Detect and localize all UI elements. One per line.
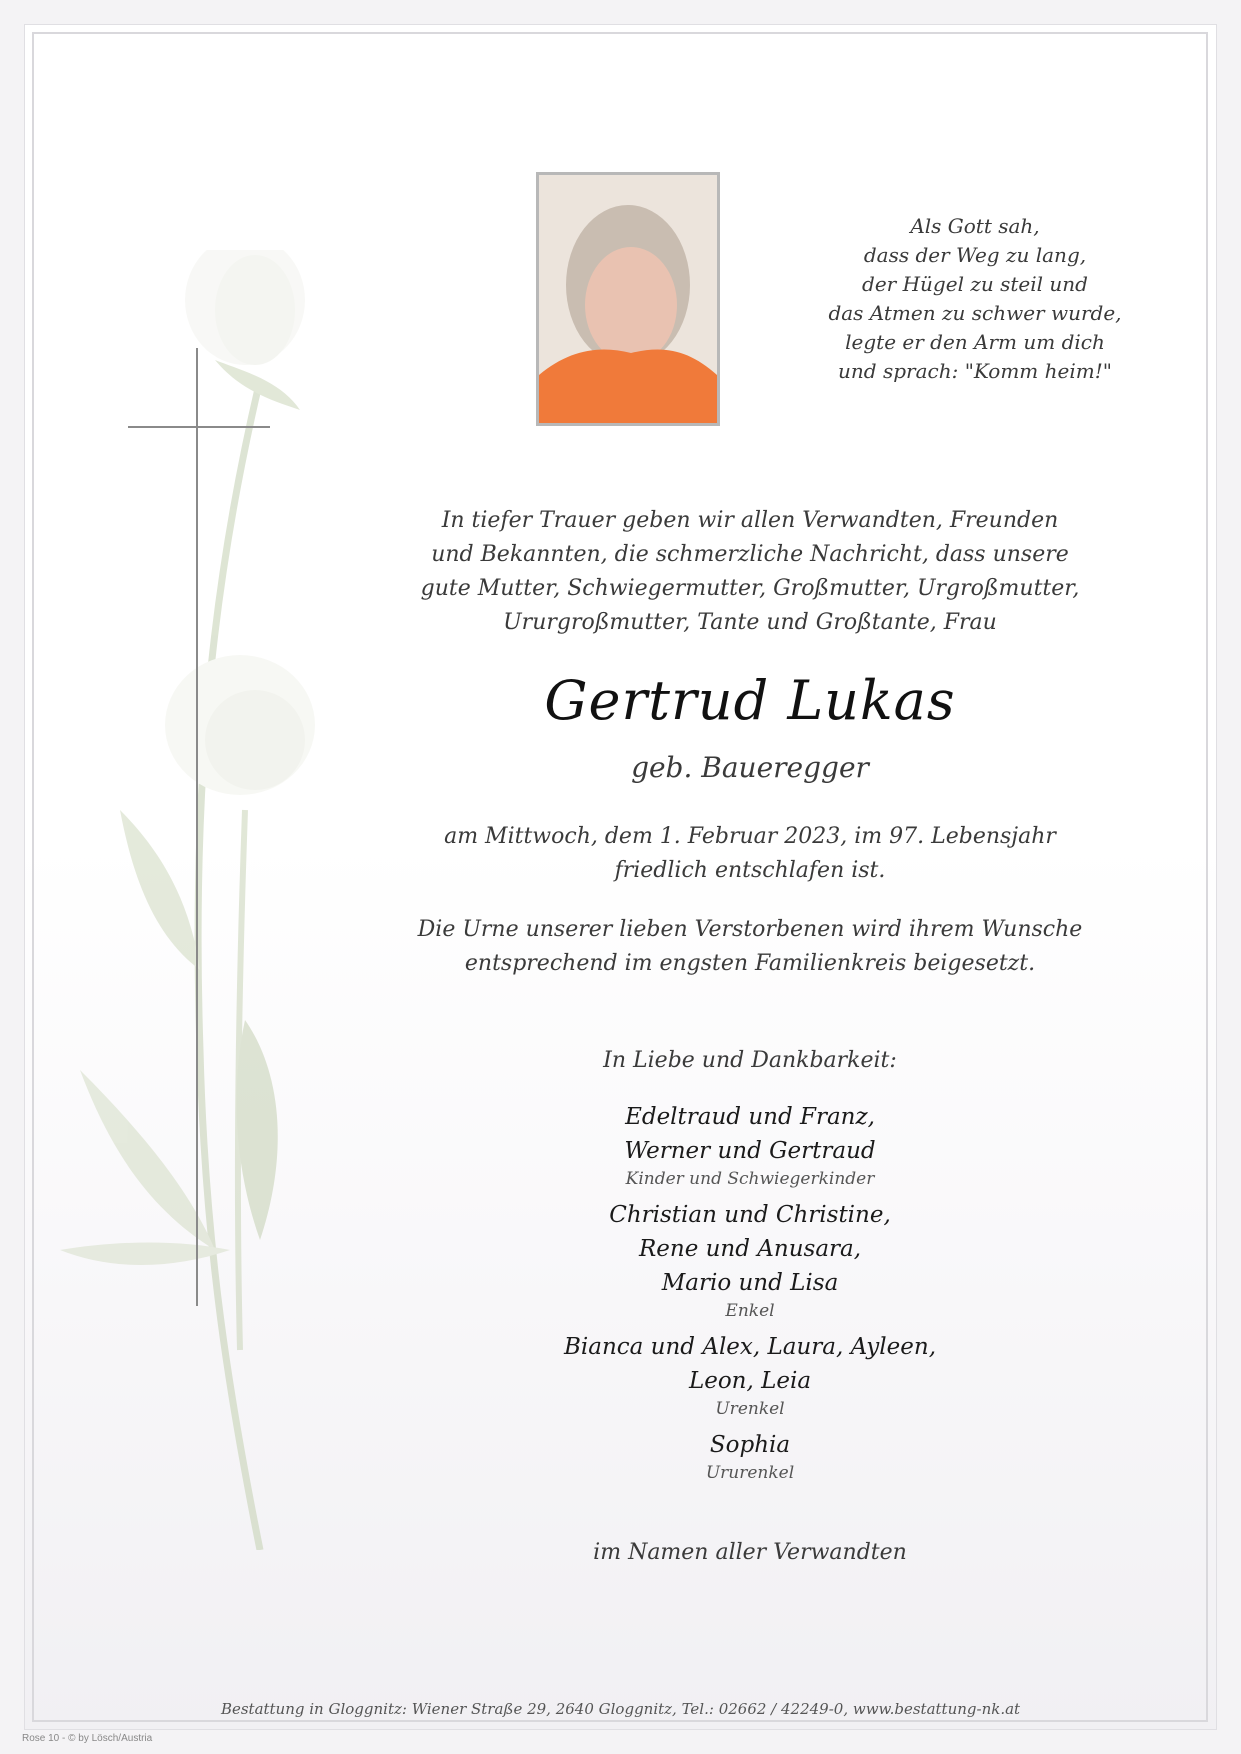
- mourner-relation: Enkel: [725, 1301, 775, 1321]
- maiden-name: geb. Baueregger: [631, 751, 869, 784]
- urn-line: entsprechend im engsten Familienkreis beigesetzt.: [464, 951, 1036, 976]
- mourners-list: [400, 1100, 1100, 1492]
- cross-icon: [128, 348, 273, 1306]
- date-line: friedlich entschlafen ist.: [614, 858, 886, 883]
- intro-line: Ururgroßmutter, Tante und Großtante, Frau: [503, 610, 997, 635]
- verse-line: Als Gott sah,: [910, 214, 1040, 238]
- mourner-names: Bianca und Alex, Laura, Ayleen,: [563, 1334, 937, 1360]
- mourner-relation: Urenkel: [715, 1399, 785, 1419]
- mourner-names: Edeltraud und Franz,: [625, 1104, 875, 1130]
- mourner-group: [400, 1198, 1100, 1322]
- verse-line: dass der Weg zu lang,: [863, 243, 1087, 267]
- mourner-relation: Kinder und Schwiegerkinder: [625, 1169, 875, 1189]
- mourner-group: [400, 1330, 1100, 1420]
- verse-line: der Hügel zu steil und: [862, 272, 1088, 296]
- mourner-group: [400, 1428, 1100, 1484]
- verse-line: legte er den Arm um dich: [845, 330, 1105, 354]
- mourner-names: Mario und Lisa: [661, 1270, 839, 1296]
- mourner-names: Werner und Gertraud: [624, 1138, 876, 1164]
- deceased-name: Gertrud Lukas: [544, 669, 956, 732]
- verse-line: das Atmen zu schwer wurde,: [828, 301, 1122, 325]
- mourner-group: [400, 1100, 1100, 1190]
- verse-line: und sprach: "Komm heim!": [838, 359, 1112, 383]
- thanks-heading: In Liebe und Dankbarkeit:: [603, 1048, 897, 1073]
- date-text: [400, 820, 1100, 888]
- mourner-relation: Ururenkel: [705, 1463, 795, 1483]
- intro-line: In tiefer Trauer geben wir allen Verwandten, Freunden: [441, 508, 1059, 533]
- closing-line: im Namen aller Verwandten: [593, 1540, 907, 1565]
- date-line: am Mittwoch, dem 1. Februar 2023, im 97. Lebensjahr: [444, 824, 1056, 849]
- urn-line: Die Urne unserer lieben Verstorbenen wird ihrem Wunsche: [417, 917, 1083, 942]
- urn-text: [400, 913, 1100, 981]
- mourner-names: Sophia: [709, 1432, 791, 1458]
- funeral-home-footer: Bestattung in Gloggnitz: Wiener Straße 29, 2640 Gloggnitz, Tel.: 02662 / 42249-0, www.bestattung-nk.at: [220, 1700, 1021, 1718]
- mourner-names: Christian und Christine,: [609, 1202, 891, 1228]
- intro-line: gute Mutter, Schwiegermutter, Großmutter, Urgroßmutter,: [420, 576, 1080, 601]
- verse-block: [815, 212, 1135, 386]
- mourner-names: Rene und Anusara,: [638, 1236, 862, 1262]
- image-credit: Rose 10 - © by Lösch/Austria: [22, 1733, 153, 1744]
- intro-text: [400, 504, 1100, 640]
- mourner-names: Leon, Leia: [688, 1368, 812, 1394]
- intro-line: und Bekannten, die schmerzliche Nachricht, dass unsere: [431, 542, 1069, 567]
- portrait-photo: [536, 172, 720, 426]
